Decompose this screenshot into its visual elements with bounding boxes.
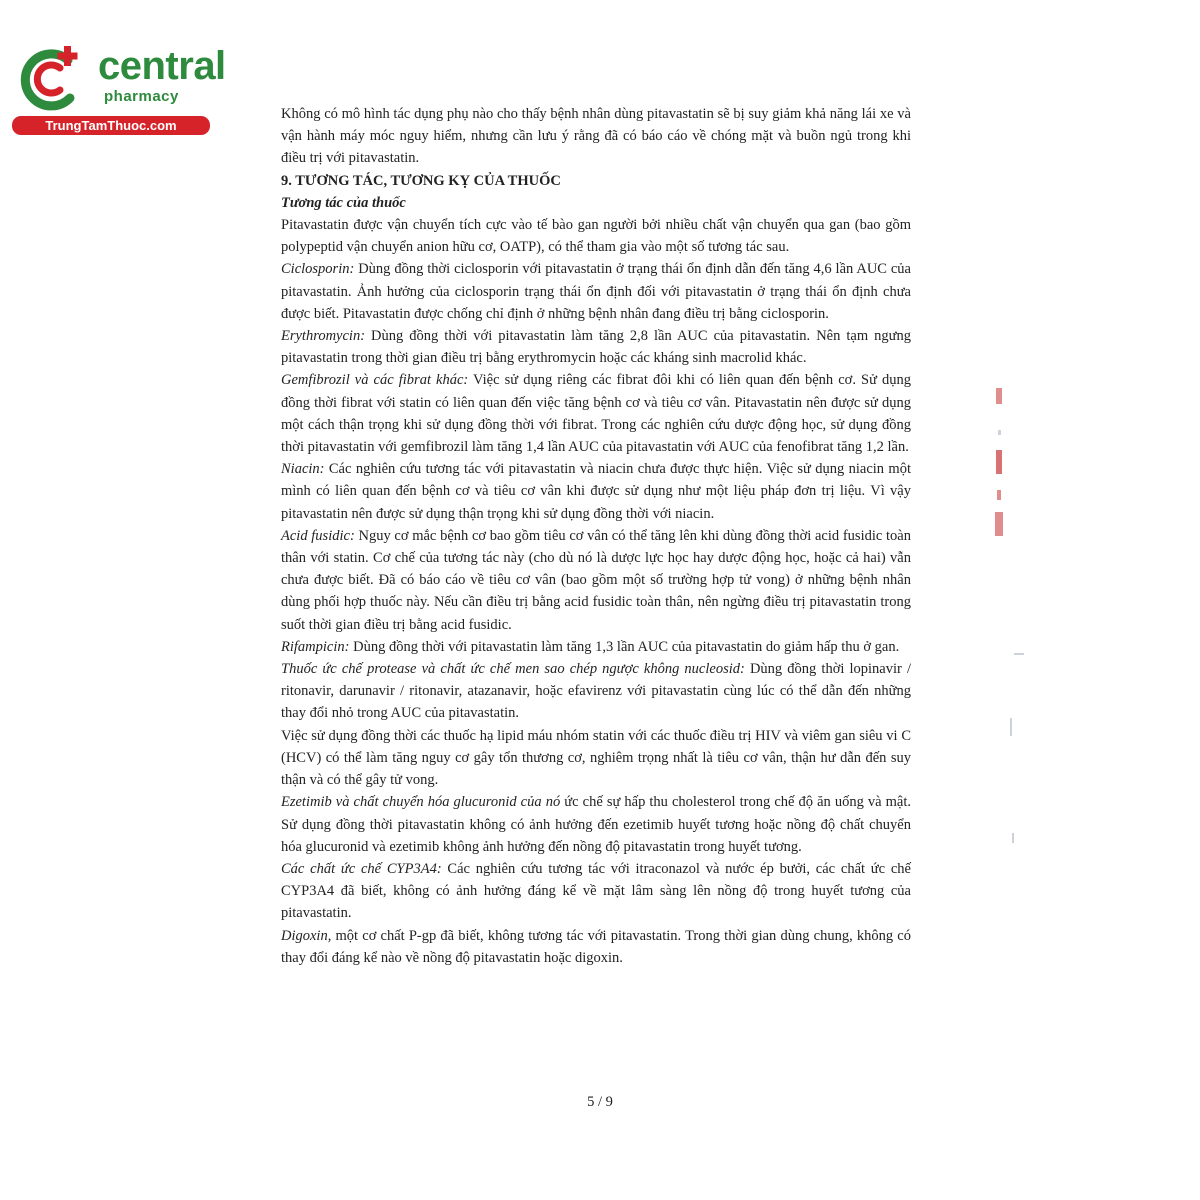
interaction-text: Các nghiên cứu tương tác với pitavastatin và niacin chưa được thực hiện. Việc sử dụng niacin một mình có liên quan đến bệnh cơ và tiêu cơ vân khi được sử dụng như một liệu pháp đơn trị liệu. Vì vậy pitavastatin nên được sử dụng thận trọng khi sử dụng đồng thời với niacin. [281,461,911,522]
central-pharmacy-logo[interactable] [12,38,226,138]
interaction-term: Niacin: [281,461,325,478]
interaction-paragraph [281,258,911,325]
interaction-term: Các chất ức chế CYP3A4: [281,860,442,877]
interaction-text: Việc sử dụng đồng thời các thuốc hạ lipid máu nhóm statin với các thuốc điều trị HIV và viêm gan siêu vi C (HCV) có thể làm tăng nguy cơ gây tổn thương cơ, nghiêm trọng nhất là tiêu cơ vân, thận hư dẫn đến suy thận và có thể gây tử vong. [281,727,911,789]
interaction-text: Nguy cơ mắc bệnh cơ bao gồm tiêu cơ vân có thể tăng lên khi dùng đồng thời acid fusidic toàn thân với statin. Cơ chế của tương tác này (cho dù nó là dược lực học hay dược động học, hoặc cả hai) vẫn chưa được biết. Đã có báo cáo về tiêu cơ vân (bao gồm một số trường hợp tử vong) ở những bệnh nhân dùng phối hợp thuốc này. Nếu cần điều trị bằng acid fusidic toàn thân, nên ngừng điều trị pitavastatin trong suốt thời gian điều trị bằng acid fusidic. [281,527,911,633]
interaction-paragraph [281,725,911,792]
intro-paragraph: Không có mô hình tác dụng phụ nào cho thấy bệnh nhân dùng pitavastatin sẽ bị suy giảm khả năng lái xe và vận hành máy móc nguy hiểm, nhưng cần lưu ý rằng đã có báo cáo về chóng mặt và buồn ngủ trong khi điều trị với pitavastatin. [281,106,911,167]
interaction-text: một cơ chất P-gp đã biết, không tương tác với pitavastatin. Trong thời gian dùng chung, không có thay đổi đáng kể nào về nồng độ pitavastatin hoặc digoxin. [281,927,911,966]
brand-url[interactable]: TrungTamThuoc.com [12,116,210,135]
interaction-paragraph [281,658,911,725]
interaction-paragraph [281,636,911,658]
subsection-title: Tương tác của thuốc [281,194,406,211]
interaction-paragraph [281,458,911,525]
interaction-text: ức chế sự hấp thu cholesterol trong chế độ ăn uống và mật. Sử dụng đồng thời pitavastatin không có ảnh hưởng đến ezetimib huyết tương hoặc nồng độ chất chuyển hóa glucuronid và ezetimib không ảnh hưởng đến nồng độ pitavastatin trong huyết tương. [281,794,912,855]
interaction-term: Digoxin, [281,927,332,944]
brand-name: central [98,44,226,88]
interaction-term: Ezetimib và chất chuyển hóa glucuronid của nó [281,794,561,811]
interaction-text: Dùng đồng thời với pitavastatin làm tăng 2,8 lần AUC của pitavastatin. Nên tạm ngưng pitavastatin trong thời gian điều trị bằng erythromycin hoặc các kháng sinh macrolid khác. [281,328,911,367]
interaction-paragraph [281,925,911,969]
brand-subtitle: pharmacy [104,88,179,105]
interaction-paragraph [281,791,911,858]
document-body [281,103,911,969]
section-title: 9. TƯƠNG TÁC, TƯƠNG KỴ CỦA THUỐC [281,172,561,189]
scan-margin-marks [992,388,1022,848]
interaction-term: Erythromycin: [281,328,366,345]
interaction-text: Việc sử dụng riêng các fibrat đôi khi có liên quan đến bệnh cơ. Sử dụng đồng thời fibrat với statin có liên quan đến việc tăng bệnh cơ và tiêu cơ vân. Pitavastatin nên được sử dụng một cách thận trọng khi sử dụng đồng thời với fibrat. Trong các nghiên cứu dược động học, sử dụng đồng thời pitavastatin với gemfibrozil làm tăng 1,4 lần AUC của pitavastatin với AUC của fenofibrat tăng 1,2 lần. [281,372,911,456]
interaction-paragraph [281,369,911,458]
page-number: 5 / 9 [587,1094,613,1110]
interaction-term: Ciclosporin: [281,261,355,278]
interaction-text: Dùng đồng thời lopinavir / ritonavir, darunavir / ritonavir, atazanavir, hoặc efavirenz với pitavastatin cùng lúc có thể dẫn đến những thay đổi nhỏ trong AUC của pitavastatin. [281,661,912,722]
pharmacy-cross-logo-icon [12,38,92,118]
interaction-text: Dùng đồng thời ciclosporin với pitavastatin ở trạng thái ổn định dẫn đến tăng 4,6 lần AUC của pitavastatin. Ảnh hưởng của ciclosporin trạng thái ổn định đối với pitavastatin ở trạng thái ổn định chưa được biết. Pitavastatin được chống chỉ định ở những bệnh nhân đang điều trị bằng ciclosporin. [281,261,911,322]
interaction-paragraph [281,525,911,636]
interaction-term: Gemfibrozil và các fibrat khác: [281,372,469,389]
interaction-term: Acid fusidic: [281,527,355,544]
interaction-term: Thuốc ức chế protease và chất ức chế men sao chép ngược không nucleosid: [281,661,745,678]
overview-paragraph: Pitavastatin được vận chuyển tích cực vào tế bào gan người bởi nhiều chất vận chuyển qua gan (bao gồm polypeptid vận chuyển anion hữu cơ, OATP), có thể tham gia vào một số tương tác sau. [281,217,911,256]
interaction-paragraph [281,325,911,369]
interaction-paragraph [281,858,911,925]
interaction-term: Rifampicin: [281,638,350,655]
interaction-text: Dùng đồng thời với pitavastatin làm tăng 1,3 lần AUC của pitavastatin do giảm hấp thu ở gan. [349,638,900,655]
interaction-text: Các nghiên cứu tương tác với itraconazol và nước ép bưởi, các chất ức chế CYP3A4 đã biết, không có ảnh hưởng đáng kể về mặt lâm sàng lên nồng độ trong huyết tương của pitavastatin. [281,860,911,922]
